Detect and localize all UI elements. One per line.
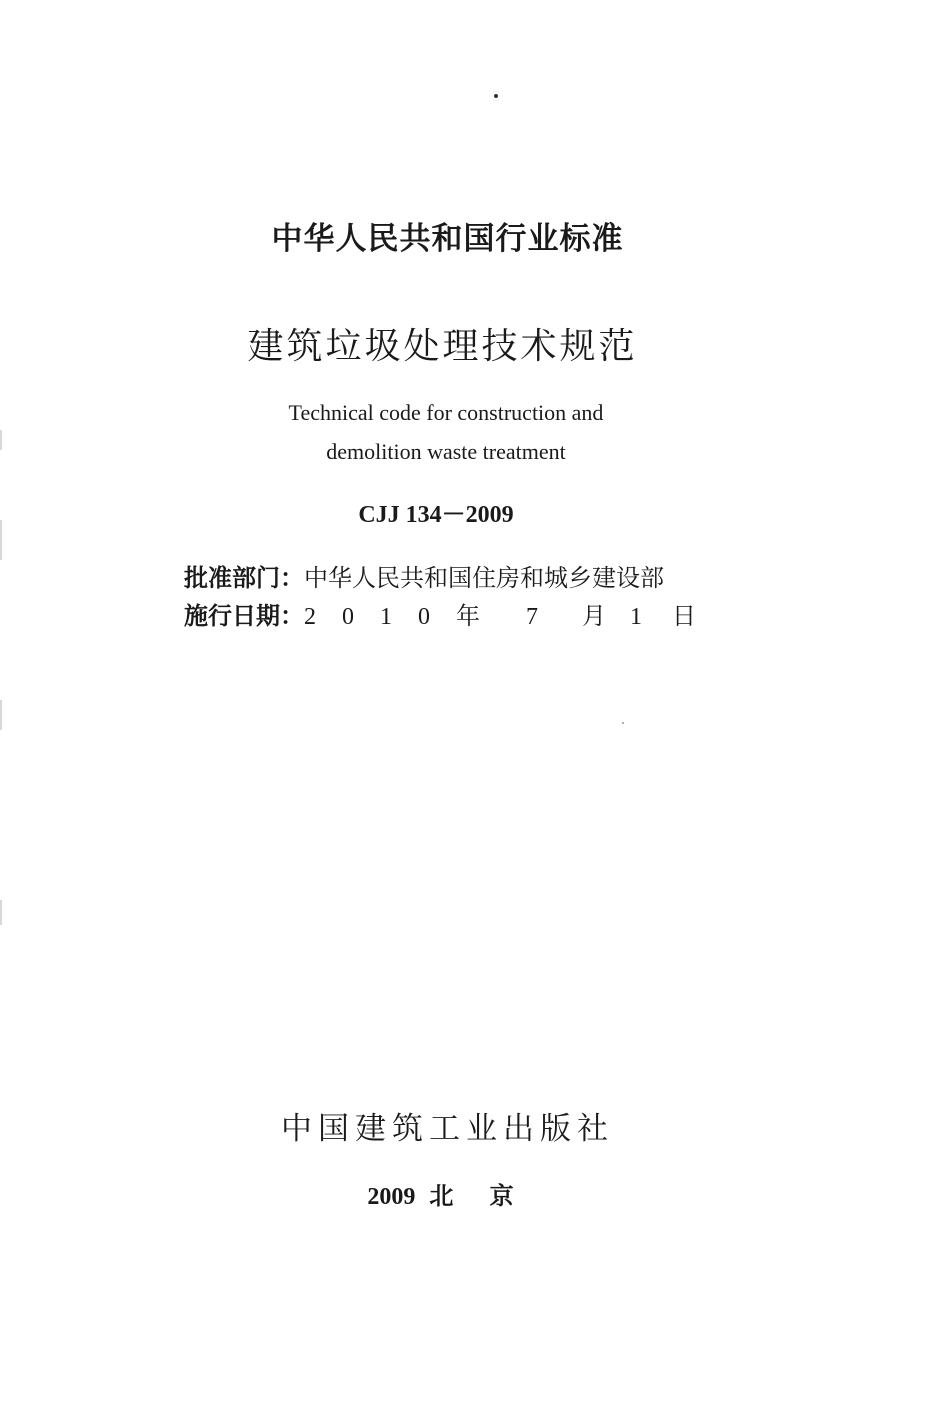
publisher: 中国建筑工业出版社 — [281, 1111, 614, 1147]
effective-date — [184, 596, 696, 631]
scan-speck — [494, 94, 498, 98]
scan-edge-mark — [0, 900, 2, 925]
effective-date-value — [304, 596, 696, 631]
title-chinese: 建筑垃圾处理技术规范 — [247, 326, 638, 367]
year-digit: 0 — [342, 604, 354, 630]
title-english — [0, 393, 892, 471]
day-unit: 日 — [672, 602, 696, 630]
year-digit: 1 — [380, 604, 392, 630]
title-english-line-2: demolition waste treatment — [326, 439, 566, 464]
day-value: 1 — [630, 604, 642, 630]
year-digit: 2 — [304, 604, 316, 630]
standard-category: 中华人民共和国行业标准 — [271, 221, 624, 257]
approval-label: 批准部门： — [184, 564, 304, 592]
year-unit: 年 — [456, 602, 480, 630]
scan-speck — [622, 722, 624, 724]
year-digit: 0 — [418, 604, 430, 630]
approval-value: 中华人民共和国住房和城乡建设部 — [304, 564, 664, 592]
month-unit: 月 — [582, 602, 606, 630]
standard-code: CJJ 134－2009 — [358, 502, 514, 528]
title-english-line-1: Technical code for construction and — [288, 400, 604, 425]
publication-year: 2009 — [367, 1184, 416, 1210]
publication-place — [0, 1176, 895, 1211]
publication-city: 北 京 — [429, 1182, 528, 1210]
effective-label: 施行日期： — [184, 602, 304, 630]
scan-edge-mark — [0, 700, 2, 730]
approval-department — [184, 558, 664, 593]
month-value: 7 — [526, 604, 538, 630]
